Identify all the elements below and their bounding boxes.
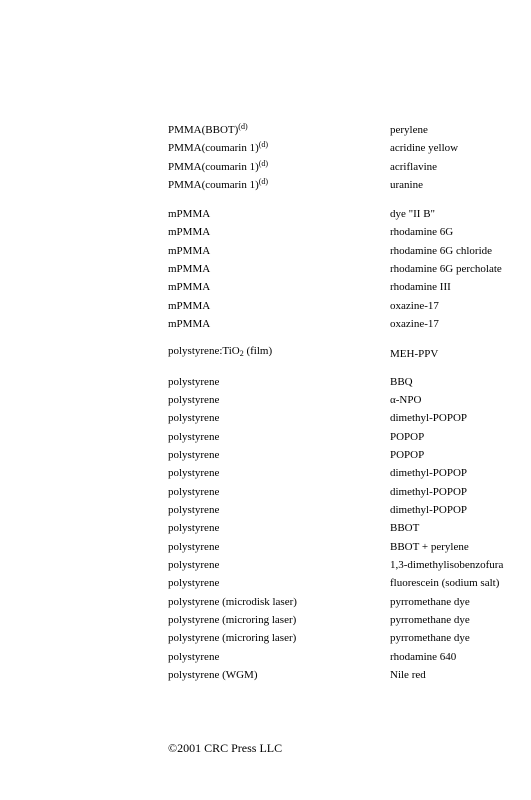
table-row <box>0 243 531 259</box>
table-row <box>0 447 531 463</box>
host-material: polystyrene <box>168 412 220 424</box>
host-material: mPMMA <box>168 226 211 238</box>
dye-name: dimethyl-POPOP <box>390 467 468 479</box>
host-material: mPMMA <box>168 245 211 257</box>
table-row <box>0 177 531 193</box>
dye-name: fluorescein (sodium salt) <box>390 577 500 589</box>
host-material: polystyrene <box>168 467 220 479</box>
dye-name: pyrromethane dye <box>390 614 470 626</box>
host-material: PMMA(coumarin 1)$^{(d)}$ <box>168 140 269 154</box>
table-row <box>0 630 531 646</box>
table-row <box>0 392 531 408</box>
table-row <box>0 343 531 359</box>
table-row <box>0 261 531 277</box>
table-row <box>0 122 531 138</box>
host-material: polystyrene <box>168 486 220 498</box>
host-material: polystyrene (WGM) <box>168 669 258 681</box>
table-row <box>0 502 531 518</box>
host-material: polystyrene <box>168 577 220 589</box>
table-row <box>0 557 531 573</box>
host-material: polystyrene <box>168 431 220 443</box>
table-row <box>0 667 531 683</box>
host-material: polystyrene <box>168 541 220 553</box>
dye-name: rhodamine 6G chloride <box>390 245 493 257</box>
dye-name: POPOP <box>390 431 425 443</box>
host-material: PMMA(coumarin 1)$^{(d)}$ <box>168 159 269 173</box>
table-row <box>0 316 531 332</box>
host-material: mPMMA <box>168 281 211 293</box>
dye-name: dye "II B" <box>390 208 436 220</box>
dye-name: rhodamine 640 <box>390 651 457 663</box>
table-row <box>0 484 531 500</box>
host-material: polystyrene (microring laser) <box>168 632 297 644</box>
table-row <box>0 279 531 295</box>
copyright-footer: ©2001 CRC Press LLC <box>168 741 283 755</box>
host-material: mPMMA <box>168 318 211 330</box>
host-material: polystyrene (microdisk laser) <box>168 596 297 608</box>
dye-name: perylene <box>390 124 428 136</box>
dye-name: BBOT + perylene <box>390 541 469 553</box>
host-material: polystyrene <box>168 376 220 388</box>
table-row <box>0 159 531 175</box>
host-material: polystyrene <box>168 522 220 534</box>
dye-name: dimethyl-POPOP <box>390 486 468 498</box>
dye-name: 1,3-dimethylisobenzofura <box>390 559 504 571</box>
dye-name: rhodamine 6G <box>390 226 454 238</box>
table-row <box>0 224 531 240</box>
dye-name: POPOP <box>390 449 425 461</box>
host-material: polystyrene <box>168 559 220 571</box>
dye-name: MEH-PPV <box>390 348 439 360</box>
table-row <box>0 140 531 156</box>
table-row <box>0 594 531 610</box>
host-material: mPMMA <box>168 208 211 220</box>
dye-name: acriflavine <box>390 161 438 173</box>
host-material: PMMA(BBOT)$^{(d)}$ <box>168 122 248 136</box>
host-material: polystyrene <box>168 449 220 461</box>
host-material: polystyrene:TiO$_2$ (film) <box>168 345 273 358</box>
table-row <box>0 410 531 426</box>
table-row <box>0 206 531 222</box>
host-material: polystyrene <box>168 394 220 406</box>
table-row <box>0 465 531 481</box>
dye-name: dimethyl-POPOP <box>390 504 468 516</box>
dye-name: dimethyl-POPOP <box>390 412 468 424</box>
host-material: PMMA(coumarin 1)$^{(d)}$ <box>168 177 269 191</box>
dye-name: rhodamine 6G percholate <box>390 263 502 275</box>
table-row <box>0 298 531 314</box>
table-row <box>0 520 531 536</box>
host-material: polystyrene <box>168 504 220 516</box>
dye-name: α-NPO <box>390 394 422 406</box>
dye-name: BBQ <box>390 376 413 388</box>
host-material: mPMMA <box>168 263 211 275</box>
dye-name: pyrromethane dye <box>390 632 470 644</box>
table-row <box>0 649 531 665</box>
table-row <box>0 429 531 445</box>
dye-name: uranine <box>390 179 423 191</box>
dye-name: rhodamine III <box>390 281 451 293</box>
table-row <box>0 374 531 390</box>
host-material: polystyrene (microring laser) <box>168 614 297 626</box>
dye-name: pyrromethane dye <box>390 596 470 608</box>
table-row <box>0 575 531 591</box>
dye-name: oxazine-17 <box>390 300 439 312</box>
table-row <box>0 539 531 555</box>
host-material: mPMMA <box>168 300 211 312</box>
dye-name: acridine yellow <box>390 142 459 154</box>
dye-name: oxazine-17 <box>390 318 439 330</box>
dye-name: BBOT <box>390 522 420 534</box>
table-row <box>0 612 531 628</box>
dye-name: Nile red <box>390 669 426 681</box>
host-material: polystyrene <box>168 651 220 663</box>
